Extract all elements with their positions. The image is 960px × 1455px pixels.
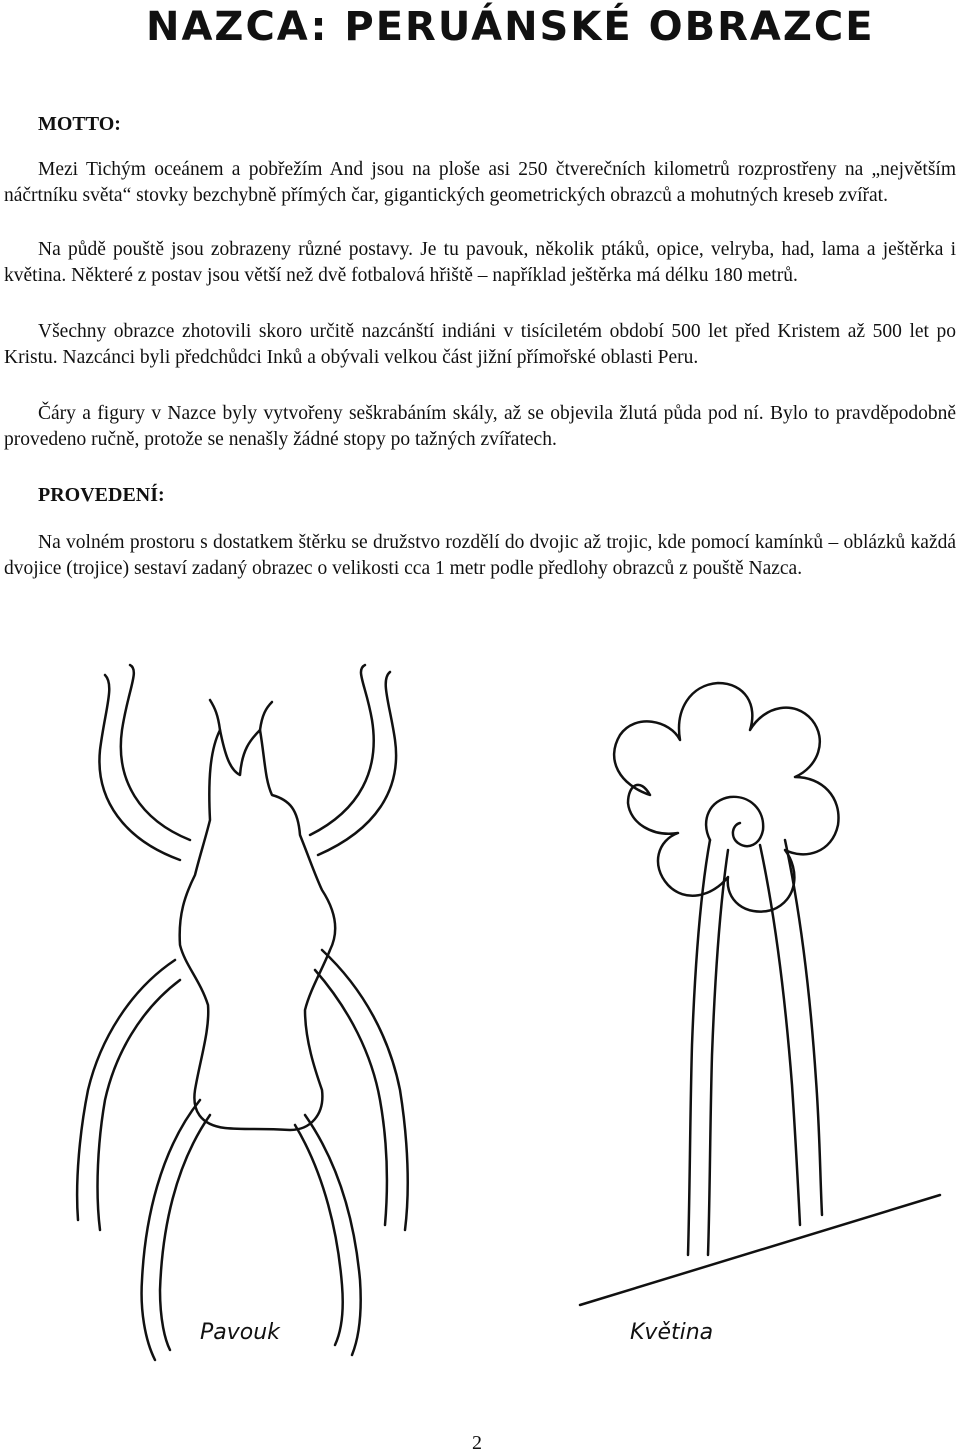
spider-drawing — [60, 660, 440, 1400]
spider-caption: Pavouk — [200, 1320, 280, 1345]
motto-heading: MOTTO: — [38, 113, 121, 135]
motto-paragraph-1: Mezi Tichým oceánem a pobřežím And jsou na ploše asi 250 čtverečních kilometrů rozprostřeny na „největším náčrtníku světa“ stovky bezchybně přímých čar, gigantických geometrických obrazců a mohutných kreseb zvířat. — [4, 159, 956, 206]
page-number: 2 — [472, 1432, 482, 1454]
motto-paragraph-2: Na půdě pouště jsou zobrazeny různé postavy. Je tu pavouk, několik ptáků, opice, velryba, had, lama a ještěrka i květina. Některé z postav jsou větší než dvě fotbalová hřiště – například ještěrka má délku 180 metrů. — [4, 239, 956, 286]
flower-caption: Květina — [630, 1320, 714, 1345]
flower-drawing — [560, 665, 960, 1385]
provedeni-heading: PROVEDENÍ: — [38, 484, 165, 506]
page-title: NAZCA: PERUÁNSKÉ OBRAZCE — [146, 4, 875, 50]
motto-paragraph-4: Čáry a figury v Nazce byly vytvořeny seškrabáním skály, až se objevila žlutá půda pod ní. Bylo to pravděpodobně provedeno ručně, protože se nenašly žádné stopy po tažných zvířatech. — [4, 403, 956, 450]
motto-paragraph-3: Všechny obrazce zhotovili skoro určitě nazcánští indiáni v tisíciletém období 500 let před Kristem až 500 let po Kristu. Nazcánci byli předchůdci Inků a obývali velkou část jižní přímořské oblasti Peru. — [4, 321, 956, 368]
provedeni-paragraph: Na volném prostoru s dostatkem štěrku se družstvo rozdělí do dvojic až trojic, kde pomocí kamínků – oblázků každá dvojice (trojice) sestaví zadaný obrazec o velikosti cca 1 metr podle předlohy obrazců z pouště Nazca. — [4, 532, 956, 579]
